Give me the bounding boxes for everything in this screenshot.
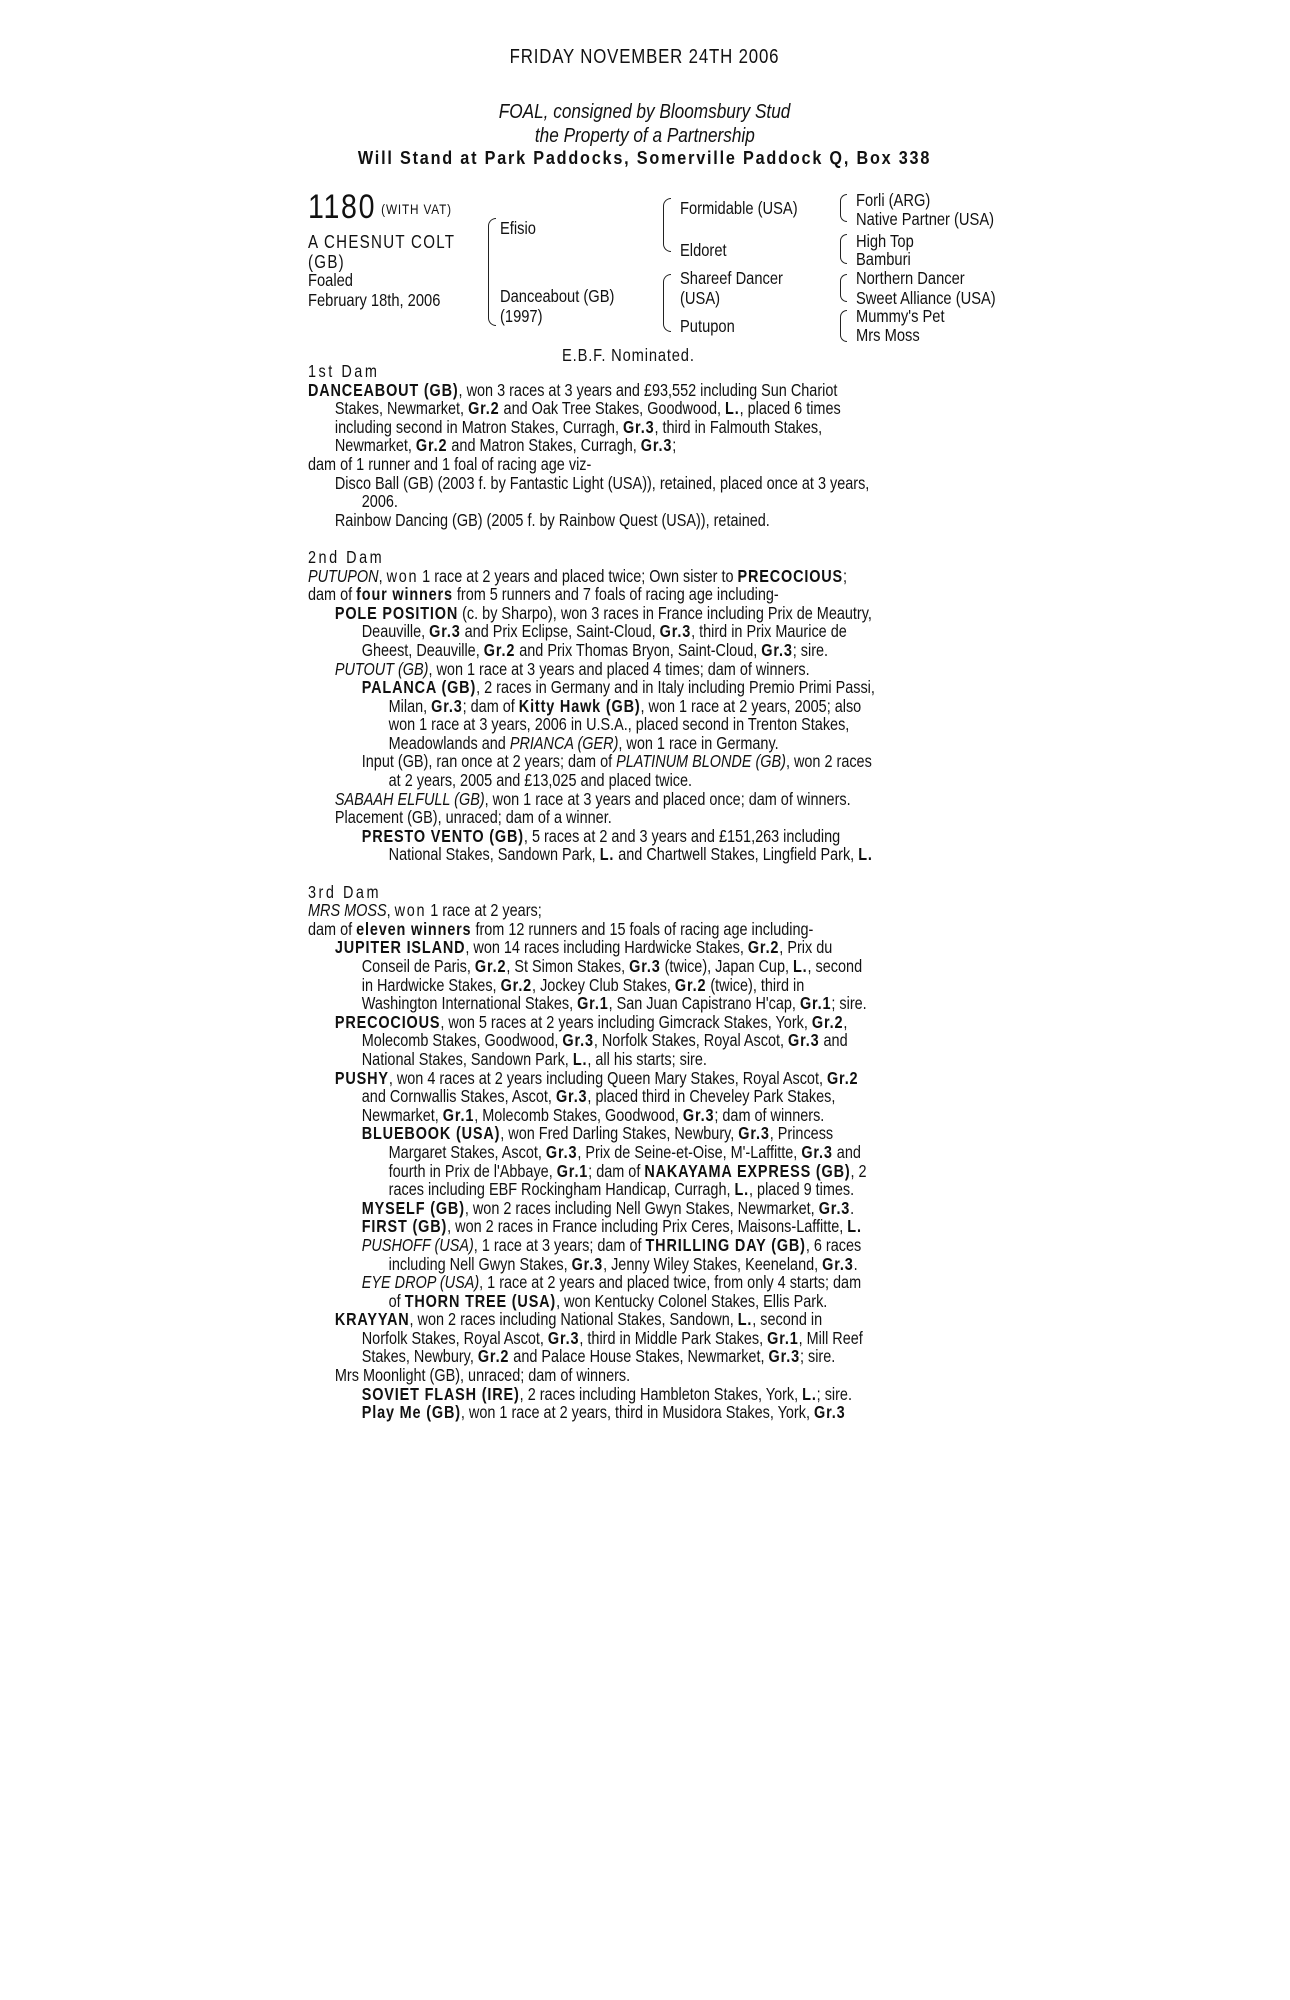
pedigree-dam: Danceabout (GB) [500, 286, 615, 306]
brace-ds [840, 274, 847, 302]
text-line: of THORN TREE (USA), won Kentucky Colonel Stakes, Ellis Park. [388, 1290, 828, 1311]
text-line: Conseil de Paris, Gr.2, St Simon Stakes, Gr.3 (twice), Japan Cup, L., second [361, 956, 863, 976]
pedigree-dss: Northern Dancer [856, 268, 965, 288]
text-line: Milan, Gr.3; dam of Kitty Hawk (GB), won 1 race at 2 years, 2005; also [388, 695, 862, 716]
lot-number [308, 188, 452, 227]
text-line: Newmarket, Gr.2 and Matron Stakes, Curragh, Gr.3; [334, 435, 677, 456]
second-dam-heading: 2nd Dam [308, 546, 385, 567]
text-line: EYE DROP (USA), 1 race at 2 years and placed twice, from only 4 starts; dam [361, 1272, 862, 1293]
text-line: Stakes, Newmarket, Gr.2 and Oak Tree Stakes, Goodwood, L., placed 6 times [334, 398, 841, 419]
property-line: the Property of a Partnership [535, 125, 755, 147]
text-line: National Stakes, Sandown Park, L., all his starts; sire. [361, 1048, 707, 1069]
text-line: SABAAH ELFULL (GB), won 1 race at 3 years and placed once; dam of winners. [334, 788, 851, 809]
text-line: Norfolk Stakes, Royal Ascot, Gr.3, third in Middle Park Stakes, Gr.1, Mill Reef [361, 1327, 863, 1348]
ebf-nominated: E.B.F. Nominated. [562, 345, 695, 365]
text-line: JUPITER ISLAND, won 14 races including Hardwicke Stakes, Gr.2, Prix du [334, 937, 833, 958]
pedigree-dds: Mummy's Pet [856, 306, 945, 326]
sale-date: FRIDAY NOVEMBER 24TH 2006 [510, 46, 780, 68]
text-line: PUTOUT (GB), won 1 race at 3 years and placed 4 times; dam of winners. [334, 658, 810, 679]
foaled-label: Foaled [308, 270, 353, 290]
text-line: Rainbow Dancing (GB) (2005 f. by Rainbow Quest (USA)), retained. [334, 509, 770, 530]
third-dam-heading: 3rd Dam [308, 881, 382, 902]
pedigree-dsd: Sweet Alliance (USA) [856, 288, 996, 308]
pedigree-sire-dam: Eldoret [680, 240, 727, 260]
spacer [308, 529, 980, 548]
text-line: Placement (GB), unraced; dam of a winner. [334, 807, 612, 828]
text-line: PUSHOFF (USA), 1 race at 3 years; dam of THRILLING DAY (GB), 6 races [361, 1234, 862, 1255]
pedigree-sds: High Top [856, 231, 914, 251]
text-line: in Hardwicke Stakes, Gr.2, Jockey Club Stakes, Gr.2 (twice), third in [361, 974, 805, 995]
text-line: MRS MOSS, won 1 race at 2 years; [308, 900, 542, 921]
brace-sd [840, 234, 847, 264]
text-line: and Cornwallis Stakes, Ascot, Gr.3, placed third in Cheveley Park Stakes, [361, 1086, 836, 1107]
pedigree-dam-sire-origin: (USA) [680, 288, 721, 308]
text-line: dam of eleven winners from 12 runners and 15 foals of racing age including- [308, 918, 814, 939]
brace-ss [840, 194, 847, 222]
pedigree-dam-dam: Putupon [680, 316, 735, 336]
text-line: POLE POSITION (c. by Sharpo), won 3 races in France including Prix de Meautry, [334, 602, 872, 623]
text-line: including second in Matron Stakes, Curragh, Gr.3, third in Falmouth Stakes, [334, 416, 823, 437]
pedigree-ddd: Mrs Moss [856, 325, 920, 345]
text-line: Newmarket, Gr.1, Molecomb Stakes, Goodwood, Gr.3; dam of winners. [361, 1104, 825, 1125]
pedigree-sdd: Bamburi [856, 249, 911, 269]
text-line: races including EBF Rockingham Handicap, Curragh, L., placed 9 times. [388, 1179, 855, 1200]
foaled-date: February 18th, 2006 [308, 290, 441, 310]
brace-gen1 [488, 218, 496, 326]
text-line: Molecomb Stakes, Goodwood, Gr.3, Norfolk Stakes, Royal Ascot, Gr.3 and [361, 1030, 848, 1051]
text-line: DANCEABOUT (GB), won 3 races at 3 years and £93,552 including Sun Chariot [308, 379, 838, 400]
text-line: BLUEBOOK (USA), won Fred Darling Stakes, Newbury, Gr.3, Princess [361, 1123, 834, 1144]
pedigree-sire: Efisio [500, 218, 536, 238]
lot-number-value: 1180 [308, 188, 377, 226]
text-line: Mrs Moonlight (GB), unraced; dam of winners. [334, 1365, 631, 1386]
pedigree-notes [308, 362, 1108, 1422]
text-line: PRECOCIOUS, won 5 races at 2 years including Gimcrack Stakes, York, Gr.2, [334, 1011, 848, 1032]
text-line: PRESTO VENTO (GB), 5 races at 2 and 3 years and £151,263 including [361, 825, 841, 846]
spacer [308, 864, 980, 883]
text-line: fourth in Prix de l'Abbaye, Gr.1; dam of NAKAYAMA EXPRESS (GB), 2 [388, 1160, 867, 1181]
text-line: KRAYYAN, won 2 races including National Stakes, Sandown, L., second in [334, 1309, 823, 1330]
text-line: PUSHY, won 4 races at 2 years including Queen Mary Stakes, Royal Ascot, Gr.2 [334, 1067, 859, 1088]
text-line: FIRST (GB), won 2 races in France including Prix Ceres, Maisons-Laffitte, L. [361, 1216, 862, 1237]
text-line: Play Me (GB), won 1 race at 2 years, third in Musidora Stakes, York, Gr.3 [361, 1402, 846, 1423]
first-dam-heading: 1st Dam [308, 361, 380, 381]
text-line: SOVIET FLASH (IRE), 2 races including Hambleton Stakes, York, L.; sire. [361, 1383, 852, 1404]
stand-line: Will Stand at Park Paddocks, Somerville Paddock Q, Box 338 [358, 148, 932, 168]
brace-dd [840, 310, 847, 342]
text-line: dam of four winners from 5 runners and 7 foals of racing age including- [308, 584, 779, 605]
text-line: Gheest, Deauville, Gr.2 and Prix Thomas Bryon, Saint-Cloud, Gr.3; sire. [361, 639, 829, 660]
text-line: Disco Ball (GB) (2003 f. by Fantastic Light (USA)), retained, placed once at 3 years, [334, 472, 870, 493]
text-line: including Nell Gwyn Stakes, Gr.3, Jenny Wiley Stakes, Keeneland, Gr.3. [388, 1253, 858, 1274]
text-line: dam of 1 runner and 1 foal of racing age viz- [308, 453, 592, 474]
text-line: Margaret Stakes, Ascot, Gr.3, Prix de Seine-et-Oise, M'-Laffitte, Gr.3 and [388, 1141, 861, 1162]
text-line: National Stakes, Sandown Park, L. and Chartwell Stakes, Lingfield Park, L. [388, 844, 873, 865]
text-line: Input (GB), ran once at 2 years; dam of PLATINUM BLONDE (GB), won 2 races [361, 751, 872, 772]
text-line: PUTUPON, won 1 race at 2 years and placed twice; Own sister to PRECOCIOUS; [308, 565, 848, 586]
text-line: Meadowlands and PRIANCA (GER), won 1 race in Germany. [388, 732, 779, 753]
text-line: Deauville, Gr.3 and Prix Eclipse, Saint-Cloud, Gr.3, third in Prix Maurice de [361, 621, 847, 642]
text-line: PALANCA (GB), 2 races in Germany and in Italy including Premio Primi Passi, [361, 677, 875, 698]
text-line: won 1 race at 3 years, 2006 in U.S.A., placed second in Trenton Stakes, [388, 714, 850, 735]
pedigree-dam-year: (1997) [500, 306, 543, 326]
brace-sire [663, 198, 671, 252]
lot-vat: (WITH VAT) [381, 201, 452, 217]
pedigree-sire-sire: Formidable (USA) [680, 198, 798, 218]
pedigree-sss: Forli (ARG) [856, 190, 931, 210]
lot-description: A CHESNUT COLT [308, 232, 456, 252]
text-line: MYSELF (GB), won 2 races including Nell Gwyn Stakes, Newmarket, Gr.3. [361, 1197, 855, 1218]
text-line: 2006. [361, 491, 398, 512]
pedigree-ssd: Native Partner (USA) [856, 209, 995, 229]
consignor-line: FOAL, consigned by Bloomsbury Stud [499, 101, 791, 123]
pedigree-dam-sire: Shareef Dancer [680, 268, 783, 288]
lot-description-origin: (GB) [308, 252, 345, 272]
text-line: at 2 years, 2005 and £13,025 and placed twice. [388, 770, 693, 791]
text-line: Stakes, Newbury, Gr.2 and Palace House Stakes, Newmarket, Gr.3; sire. [361, 1346, 836, 1367]
text-line: Washington International Stakes, Gr.1, San Juan Capistrano H'cap, Gr.1; sire. [361, 993, 867, 1014]
brace-dam [663, 274, 671, 332]
